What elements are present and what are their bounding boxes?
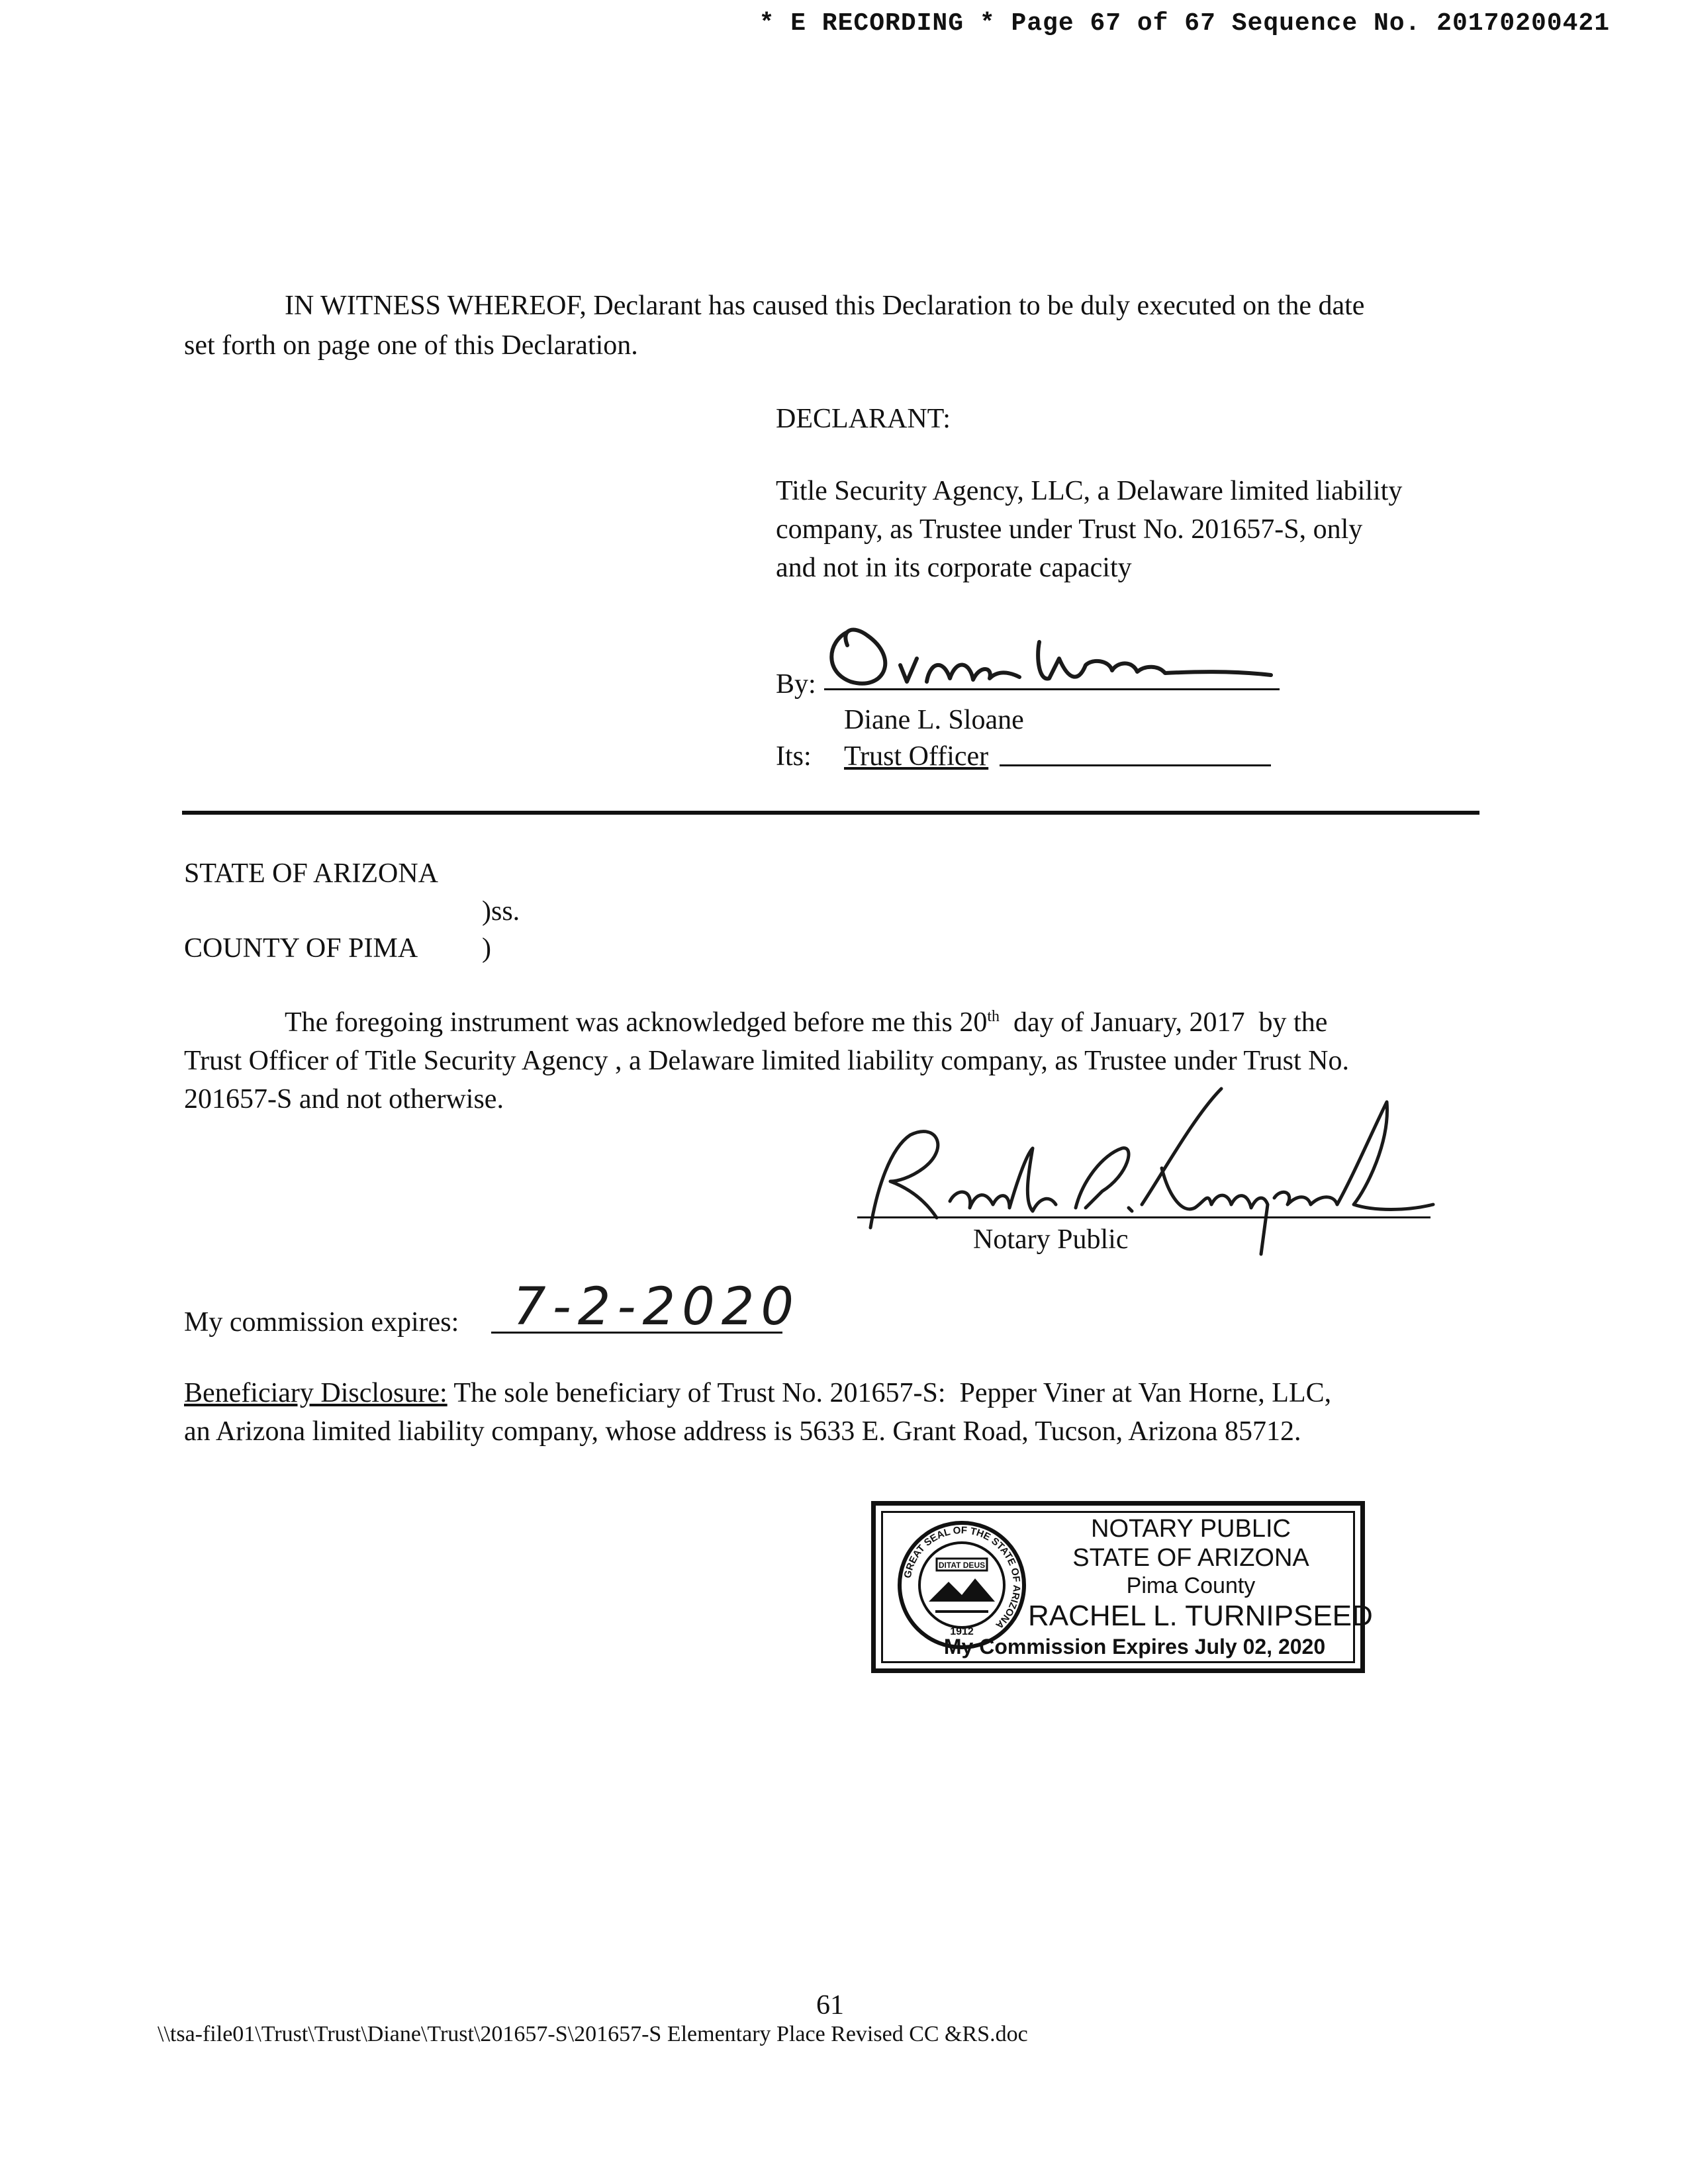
stamp-line-county: Pima County [1126, 1573, 1256, 1598]
venue-ss: )ss. [482, 896, 520, 927]
beneficiary-line-2: an Arizona limited liability company, whose address is 5633 E. Grant Road, Tucson, Arizona 85712. [184, 1416, 1301, 1447]
declarant-entity-line-3: and not in its corporate capacity [776, 553, 1132, 583]
declarant-signature-mark [821, 619, 1284, 698]
declarant-entity-line-2: company, as Trustee under Trust No. 201657-S, only [776, 514, 1363, 545]
stamp-line-notary-name: RACHEL L. TURNIPSEED [1028, 1600, 1373, 1632]
declarant-heading: DECLARANT: [776, 404, 951, 434]
witness-line-2: set forth on page one of this Declaration. [184, 330, 638, 361]
venue-state: STATE OF ARIZONA [184, 858, 438, 889]
ack-line-2: Trust Officer of Title Security Agency , a Delaware limited liability company, as Trustee under Trust No. [184, 1046, 1349, 1076]
stamp-line-expiration: My Commission Expires July 02, 2020 [943, 1635, 1326, 1659]
state-seal-icon [896, 1519, 1028, 1651]
venue-county: COUNTY OF PIMA [184, 933, 418, 964]
ack-line-1b: day of January, 2017 by the [1000, 1007, 1328, 1038]
notary-public-label: Notary Public [973, 1224, 1129, 1255]
witness-line-1: IN WITNESS WHEREOF, Declarant has caused this Declaration to be duly executed on the date [285, 291, 1365, 321]
notary-signature-line [857, 1216, 1430, 1218]
stamp-line-notary-public: NOTARY PUBLIC [1091, 1515, 1291, 1543]
ack-line-1 [285, 1003, 1327, 1042]
title-line-extension [1000, 764, 1271, 766]
signer-title: Trust Officer [844, 741, 989, 772]
ack-line-3: 201657-S and not otherwise. [184, 1084, 504, 1115]
declarant-entity-line-1: Title Security Agency, LLC, a Delaware limited liability [776, 476, 1403, 506]
commission-date: 7-2-2020 [513, 1277, 801, 1337]
commission-label: My commission expires: [184, 1307, 459, 1338]
its-label: Its: [776, 741, 812, 772]
ack-day-suffix: th [987, 1008, 1000, 1025]
recording-header: * E RECORDING * Page 67 of 67 Sequence No. 20170200421 [759, 9, 1610, 38]
beneficiary-line-1 [184, 1373, 1331, 1413]
page-number: 61 [816, 1990, 844, 2021]
notary-signature-mark [851, 1075, 1446, 1267]
by-label: By: [776, 669, 816, 700]
seal-year: 1912 [950, 1626, 974, 1637]
venue-paren: ) [482, 933, 491, 964]
ack-line-1a: The foregoing instrument was acknowledged before me this 20 [285, 1007, 988, 1038]
seal-ring-text: GREAT SEAL OF THE STATE OF ARIZONA [902, 1524, 1023, 1631]
beneficiary-label: Beneficiary Disclosure: [184, 1378, 447, 1408]
beneficiary-line-1-rest: The sole beneficiary of Trust No. 201657-S: Pepper Viner at Van Horne, LLC, [447, 1378, 1332, 1408]
seal-motto: DITAT DEUS [938, 1561, 986, 1570]
file-path: \\tsa-file01\Trust\Trust\Diane\Trust\201657-S\201657-S Elementary Place Revised CC &RS.doc [158, 2022, 1028, 2046]
signer-name: Diane L. Sloane [844, 705, 1024, 735]
stamp-line-state: STATE OF ARIZONA [1072, 1544, 1309, 1572]
section-divider [182, 811, 1479, 815]
notary-stamp [871, 1501, 1373, 1673]
